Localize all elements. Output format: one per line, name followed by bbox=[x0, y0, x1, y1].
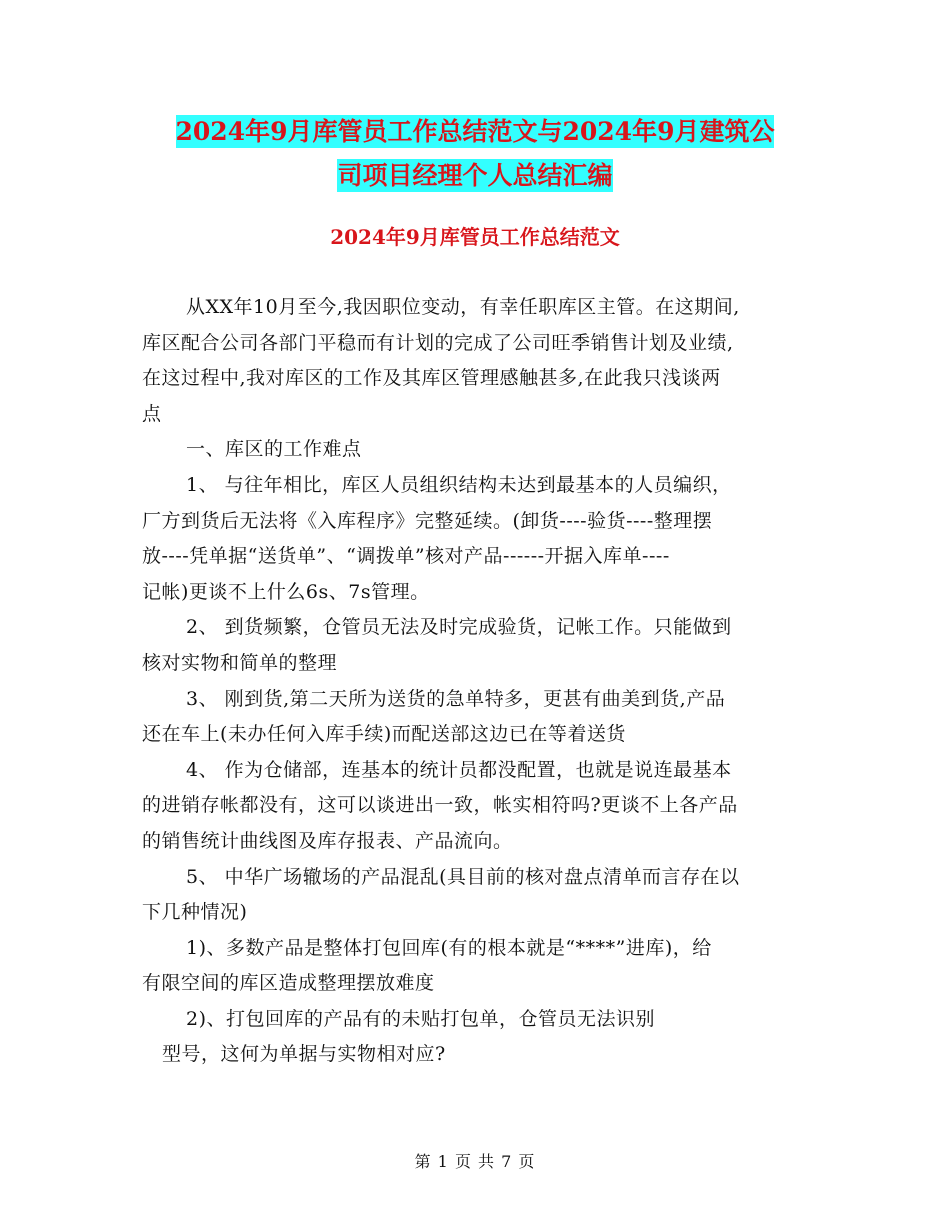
paragraph-line: 在这过程中,我对库区的工作及其库区管理感触甚多,在此我只浅谈两 bbox=[142, 367, 721, 390]
paragraph-line: 点 bbox=[142, 402, 162, 425]
paragraph-line: 的进销存帐都没有，这可以谈进出一致，帐实相符吗?更谈不上各产品 bbox=[142, 794, 738, 817]
paragraph-line: 2、 到货频繁，仓管员无法及时完成验货，记帐工作。只能做到 bbox=[186, 616, 732, 639]
paragraph-line: 还在车上(未办任何入库手续)而配送部这边已在等着送货 bbox=[142, 723, 626, 746]
heading-line: 一、库区的工作难点 bbox=[186, 438, 362, 461]
paragraph-line: 4、 作为仓储部，连基本的统计员都没配置，也就是说连最基本 bbox=[186, 758, 732, 781]
paragraph-line: 5、 中华广场辙场的产品混乱(具目前的核对盘点清单而言存在以 bbox=[186, 865, 740, 888]
paragraph-line: 的销售统计曲线图及库存报表、产品流向。 bbox=[142, 829, 513, 852]
document-title-line-1-text: 2024年9月库管员工作总结范文与2024年9月建筑公 bbox=[175, 117, 775, 146]
paragraph-line: 1)、多数产品是整体打包回库(有的根本就是“****”进库)，给 bbox=[186, 936, 712, 959]
paragraph-line: 库区配合公司各部门平稳而有计划的完成了公司旺季销售计划及业绩, bbox=[142, 331, 734, 354]
paragraph-line: 核对实物和简单的整理 bbox=[142, 651, 338, 674]
document-title-line-2-text: 司项目经理个人总结汇编 bbox=[337, 161, 613, 190]
paragraph-line: 从XX年10月至今,我因职位变动，有幸任职库区主管。在这期间, bbox=[186, 296, 740, 318]
body-text bbox=[142, 290, 814, 1073]
paragraph-line: 放----凭单据“送货单”、“调拨单”核对产品------开据入库单---- bbox=[142, 545, 670, 568]
paragraph-line: 记帐)更谈不上什么6s、7s管理。 bbox=[142, 580, 430, 603]
paragraph-line: 3、 刚到货,第二天所为送货的急单特多，更甚有曲美到货,产品 bbox=[186, 687, 726, 710]
paragraph-line: 下几种情况) bbox=[142, 901, 248, 924]
paragraph-line: 厂方到货后无法将《入库程序》完整延续。(卸货----验货----整理摆 bbox=[142, 509, 713, 532]
section-title: 2024年9月库管员工作总结范文 bbox=[330, 225, 620, 249]
paragraph-line: 1、 与往年相比，库区人员组织结构未达到最基本的人员编织， bbox=[186, 473, 732, 496]
page-footer: 第 1 页 共 7 页 bbox=[414, 1152, 536, 1171]
paragraph-line: 有限空间的库区造成整理摆放难度 bbox=[142, 972, 435, 995]
document-title-line-2 bbox=[0, 156, 950, 196]
paragraph-line: 2)、打包回库的产品有的未贴打包单，仓管员无法识别 bbox=[186, 1007, 656, 1030]
document-title-line-1 bbox=[0, 112, 950, 152]
paragraph-line: 型号，这何为单据与实物相对应? bbox=[162, 1043, 446, 1066]
